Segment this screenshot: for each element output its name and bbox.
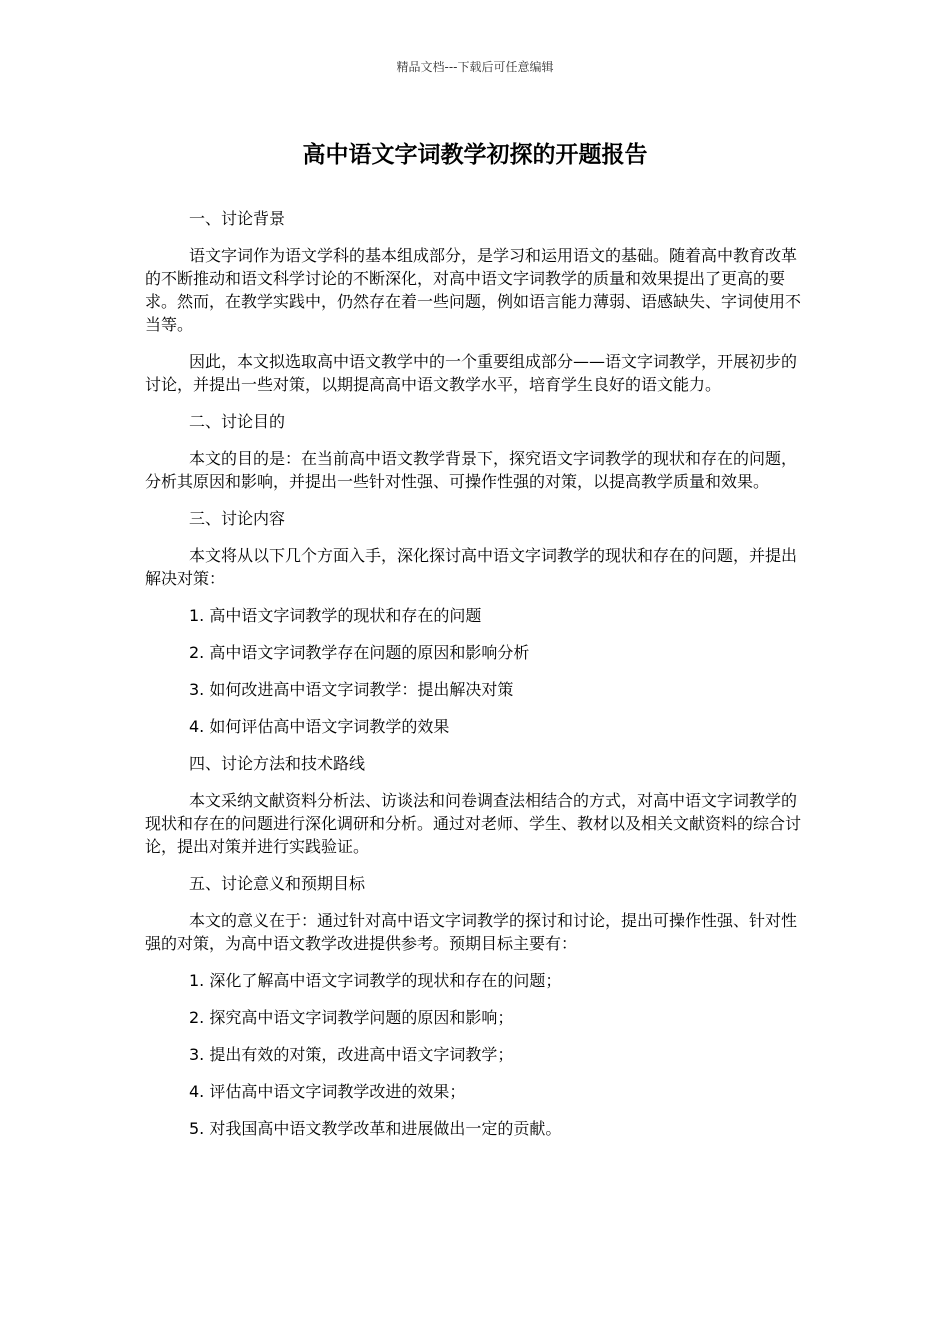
list-item: 5. 对我国高中语文教学改革和进展做出一定的贡献。 <box>189 1119 562 1138</box>
paragraph: 本文的目的是：在当前高中语文教学背景下，探究语文字词教学的现状和存在的问题，分析其原因和影响，并提出一些针对性强、可操作性强的对策，以提高教学质量和效果。 <box>145 449 798 491</box>
list-item: 4. 如何评估高中语文字词教学的效果 <box>189 717 450 736</box>
section-heading: 五、讨论意义和预期目标 <box>189 874 366 893</box>
document-title: 高中语文字词教学初探的开题报告 <box>302 142 648 168</box>
section-heading: 四、讨论方法和技术路线 <box>189 754 366 773</box>
section-heading: 二、讨论目的 <box>189 412 286 431</box>
paragraph: 本文将从以下几个方面入手，深化探讨高中语文字词教学的现状和存在的问题，并提出解决对策： <box>145 546 798 588</box>
list-item: 3. 提出有效的对策，改进高中语文字词教学； <box>189 1045 514 1064</box>
page-header: 精品文档---下载后可任意编辑 <box>396 60 554 74</box>
paragraph: 本文的意义在于：通过针对高中语文字词教学的探讨和讨论，提出可操作性强、针对性强的对策，为高中语文教学改进提供参考。预期目标主要有： <box>145 911 798 953</box>
list-item: 1. 深化了解高中语文字词教学的现状和存在的问题； <box>189 971 562 990</box>
paragraph: 本文采纳文献资料分析法、访谈法和问卷调查法相结合的方式，对高中语文字词教学的现状和存在的问题进行深化调研和分析。通过对老师、学生、教材以及相关文献资料的综合讨论，提出对策并进行实践验证。 <box>145 791 802 856</box>
paragraph: 语文字词作为语文学科的基本组成部分，是学习和运用语文的基础。随着高中教育改革的不断推动和语文科学讨论的不断深化，对高中语文字词教学的质量和效果提出了更高的要求。然而，在教学实践中，仍然存在着一些问题，例如语言能力薄弱、语感缺失、字词使用不当等。 <box>145 246 802 334</box>
list-item: 2. 探究高中语文字词教学问题的原因和影响； <box>189 1008 514 1027</box>
list-item: 4. 评估高中语文字词教学改进的效果； <box>189 1082 466 1101</box>
document-body <box>145 207 807 1154</box>
section-heading: 一、讨论背景 <box>189 209 286 228</box>
list-item: 1. 高中语文字词教学的现状和存在的问题 <box>189 606 482 625</box>
list-item: 3. 如何改进高中语文字词教学：提出解决对策 <box>189 680 514 699</box>
section-heading: 三、讨论内容 <box>189 509 286 528</box>
list-item: 2. 高中语文字词教学存在问题的原因和影响分析 <box>189 643 530 662</box>
paragraph: 因此，本文拟选取高中语文教学中的一个重要组成部分——语文字词教学，开展初步的讨论，并提出一些对策，以期提高高中语文教学水平，培育学生良好的语文能力。 <box>145 352 798 394</box>
